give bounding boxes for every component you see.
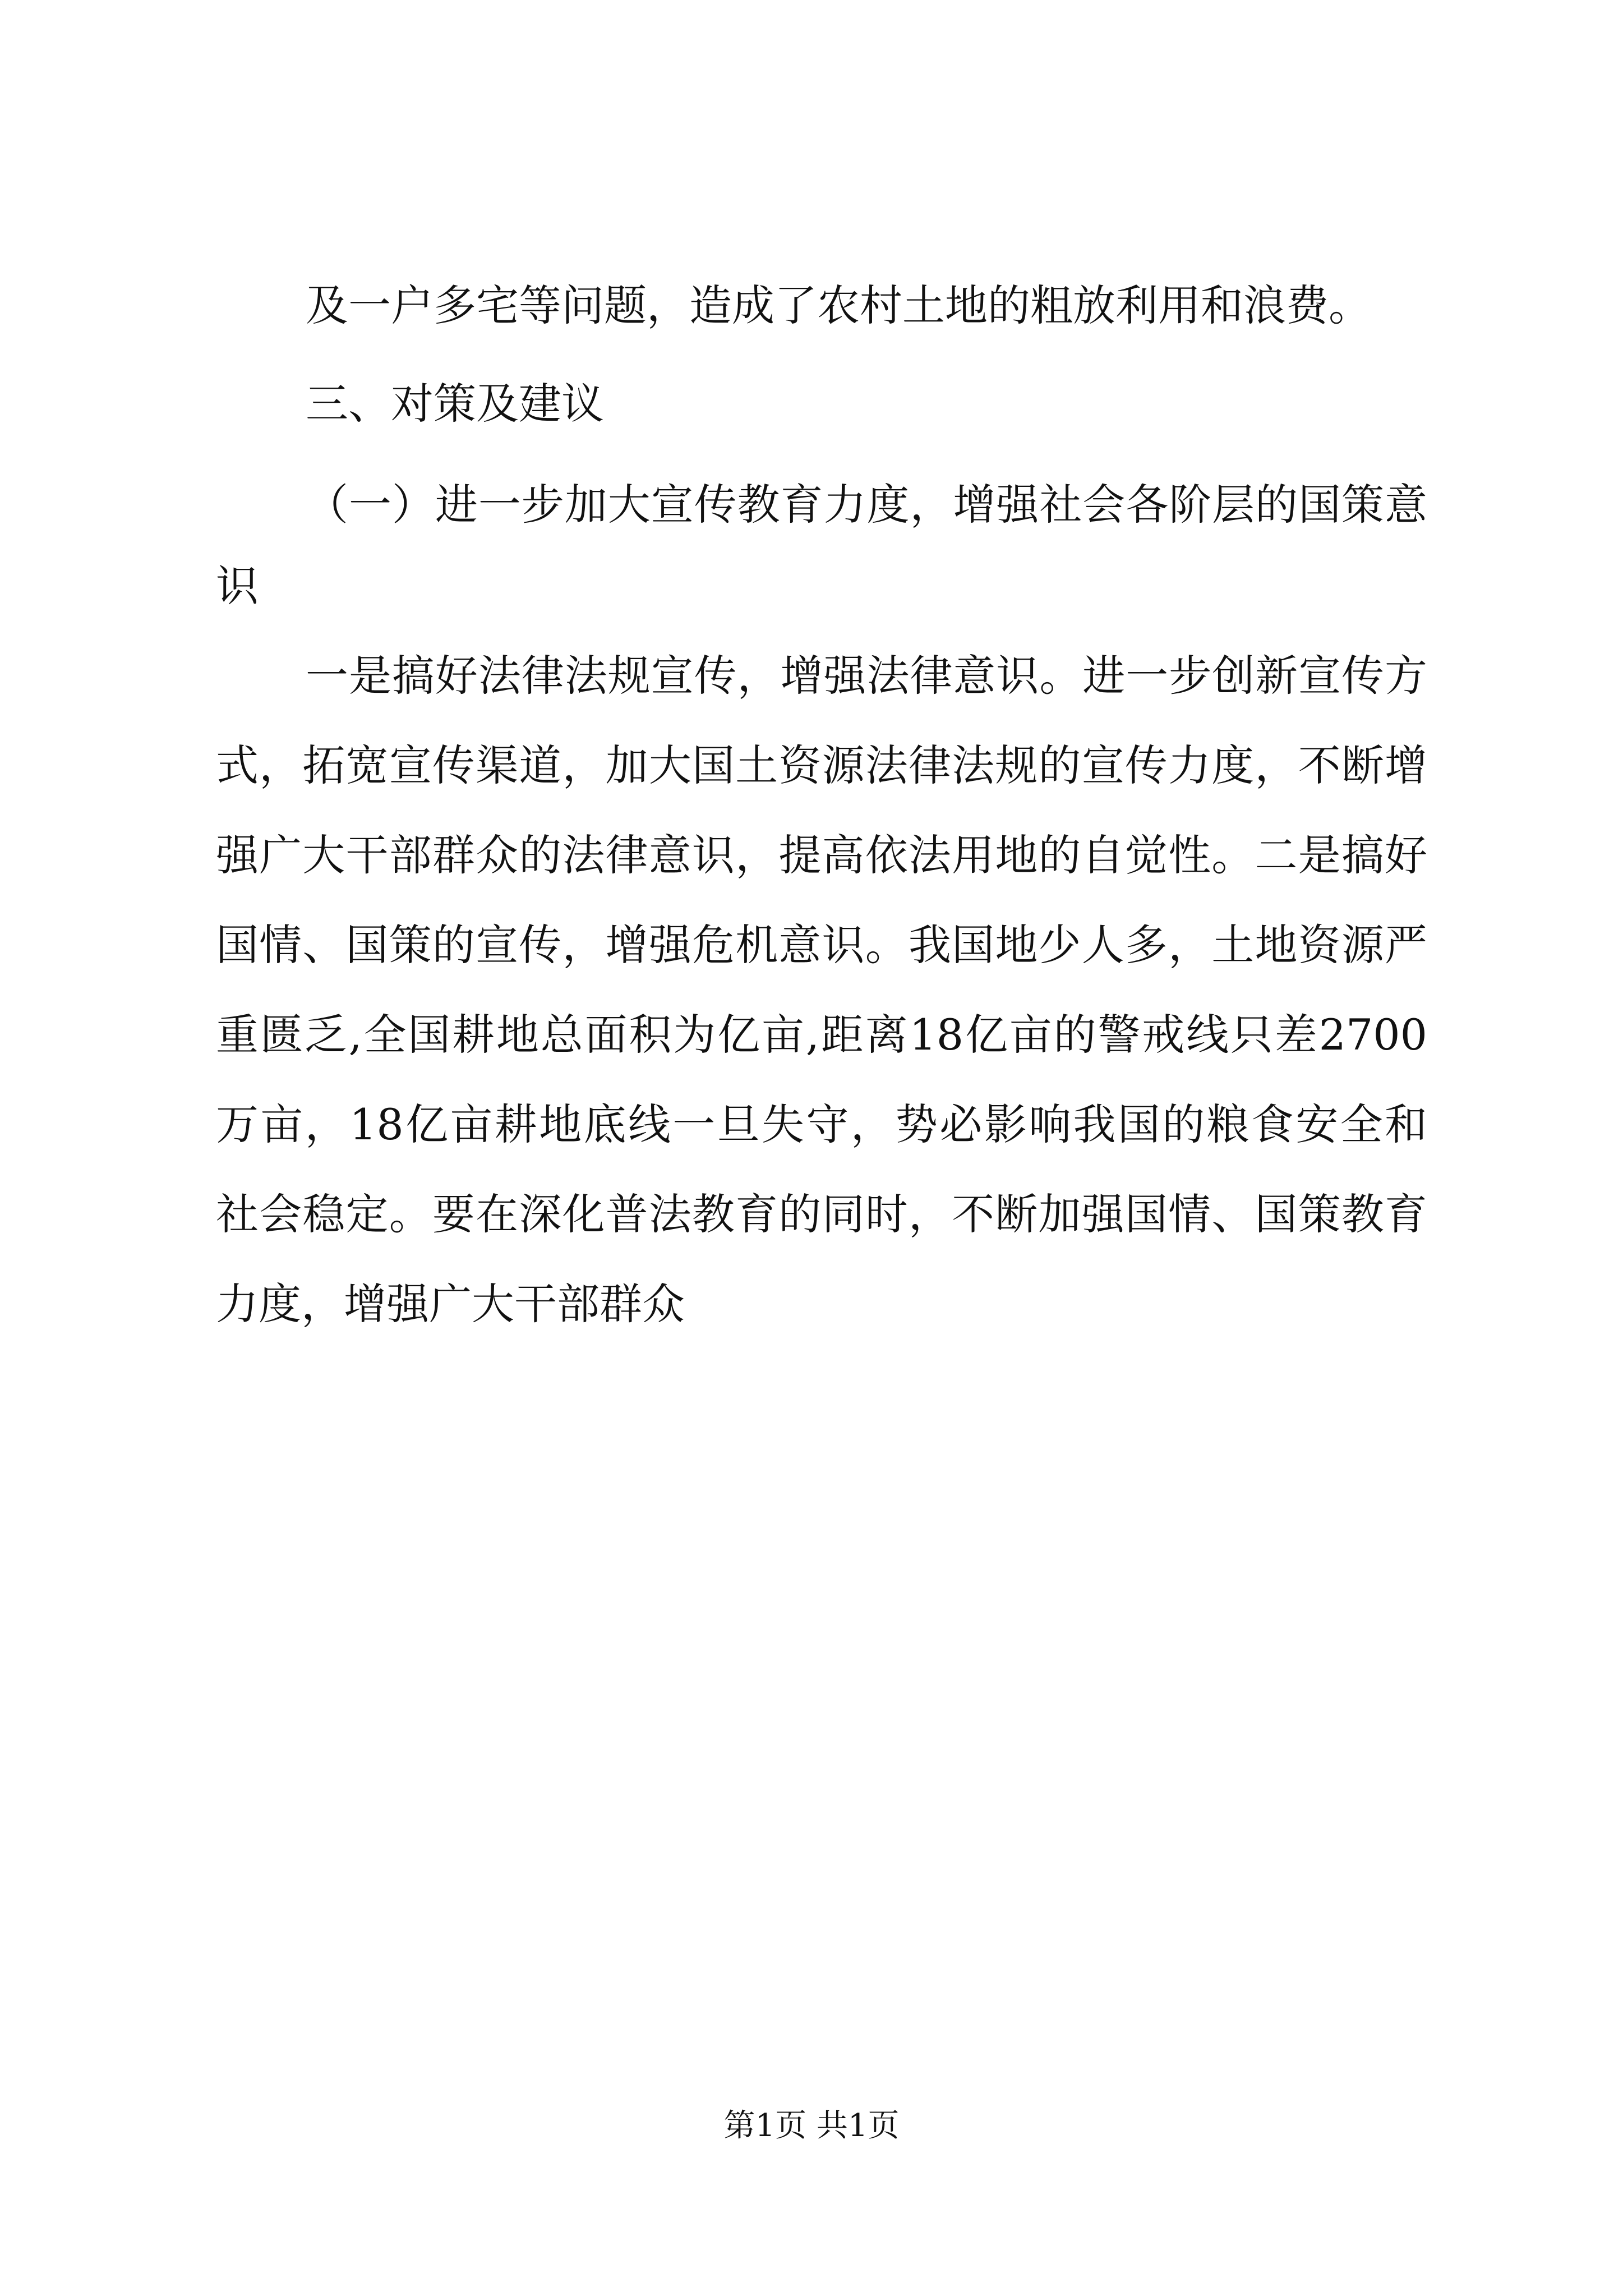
body-text-line: 力度，增强广大干部群众 bbox=[216, 1279, 685, 1329]
body-text-line: 万亩，18亿亩耕地底线一旦失守，势必影响我国的粮食安全和 bbox=[216, 1099, 1427, 1149]
body-text-line: 式，拓宽宣传渠道，加大国土资源法律法规的宣传力度，不断增 bbox=[216, 740, 1427, 790]
subsection-heading-continued: 识 bbox=[216, 561, 259, 611]
body-text-line: 及一户多宅等问题，造成了农村土地的粗放利用和浪费。 bbox=[306, 280, 1371, 330]
subsection-heading: （一）进一步加大宣传教育力度，增强社会各阶层的国策意 bbox=[306, 480, 1427, 530]
body-text-line: 强广大干部群众的法律意识，提高依法用地的自觉性。二是搞好 bbox=[216, 830, 1427, 880]
body-text-line: 重匮乏,全国耕地总面积为亿亩,距离18亿亩的警戒线只差2700 bbox=[216, 1010, 1427, 1060]
page-number-footer: 第1页 共1页 bbox=[723, 2108, 900, 2144]
section-heading: 三、对策及建议 bbox=[306, 379, 604, 429]
body-text-line: 社会稳定。要在深化普法教育的同时，不断加强国情、国策教育 bbox=[216, 1189, 1427, 1239]
body-text-line: 国情、国策的宣传，增强危机意识。我国地少人多，土地资源严 bbox=[216, 920, 1427, 970]
body-text-line: 一是搞好法律法规宣传，增强法律意识。进一步创新宣传方 bbox=[306, 651, 1427, 701]
